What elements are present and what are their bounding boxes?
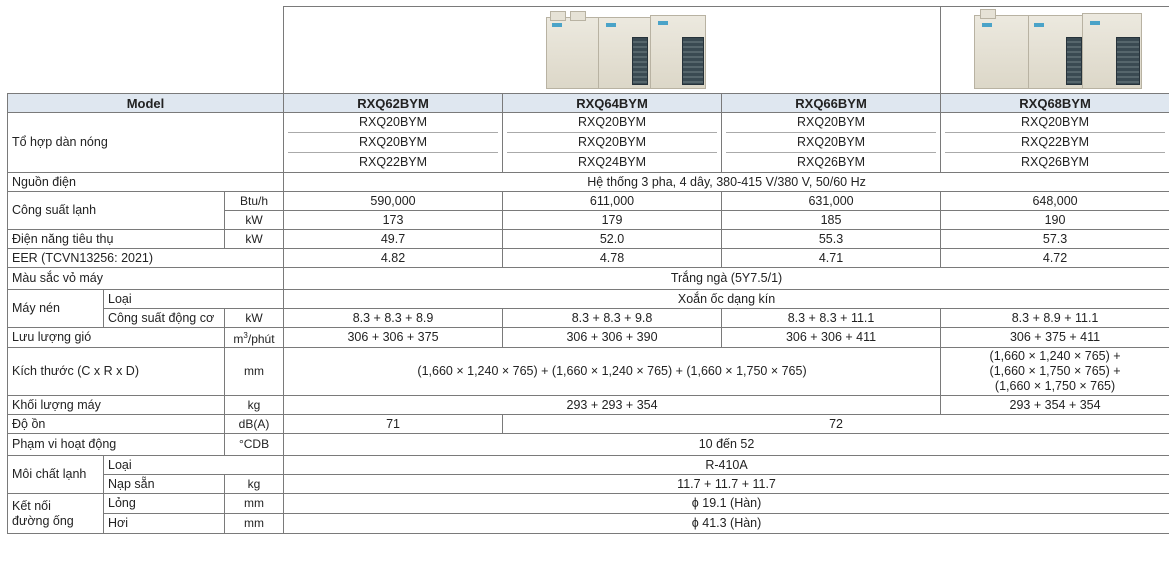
range-label: Phạm vi hoạt động bbox=[8, 434, 225, 456]
cooling-btu-value: 648,000 bbox=[941, 192, 1169, 211]
airflow-value: 306 + 306 + 411 bbox=[722, 328, 941, 348]
consumption-value: 52.0 bbox=[503, 230, 722, 249]
combo-cell bbox=[284, 113, 503, 173]
compressor-motor-label: Công suất động cơ bbox=[104, 309, 225, 328]
weight-row bbox=[8, 396, 1169, 415]
piping-liquid-label: Lỏng bbox=[104, 494, 225, 514]
combo-value: RXQ20BYM bbox=[507, 132, 717, 152]
model-label: Model bbox=[8, 94, 284, 113]
compressor-motor-unit: kW bbox=[225, 309, 284, 328]
compressor-motor-value: 8.3 + 8.3 + 11.1 bbox=[722, 309, 941, 328]
compressor-label: Máy nén bbox=[8, 290, 104, 328]
compressor-motor-value: 8.3 + 8.3 + 9.8 bbox=[503, 309, 722, 328]
refrigerant-type-row bbox=[8, 456, 1169, 475]
compressor-type-label: Loại bbox=[104, 290, 284, 309]
combo-label: Tổ hợp dàn nóng bbox=[8, 113, 284, 173]
power-value: Hệ thống 3 pha, 4 dây, 380-415 V/380 V, 50/60 Hz bbox=[284, 173, 1169, 192]
consumption-label: Điện năng tiêu thụ bbox=[8, 230, 225, 249]
dimensions-last-cell bbox=[941, 348, 1169, 396]
cooling-btu-row bbox=[8, 192, 1169, 211]
dimensions-last-line: (1,660 × 1,750 × 765) bbox=[994, 379, 1116, 393]
weight-last-value: 293 + 354 + 354 bbox=[941, 396, 1169, 415]
refrigerant-type-label: Loại bbox=[104, 456, 284, 475]
airflow-value: 306 + 375 + 411 bbox=[941, 328, 1169, 348]
casing-label: Màu sắc vỏ máy bbox=[8, 268, 284, 290]
range-value: 10 đến 52 bbox=[284, 434, 1169, 456]
cooling-label: Công suất lạnh bbox=[8, 192, 225, 230]
piping-label bbox=[8, 494, 104, 534]
compressor-motor-row bbox=[8, 309, 1169, 328]
dimensions-shared-value: (1,660 × 1,240 × 765) + (1,660 × 1,240 × 765) + (1,660 × 1,750 × 765) bbox=[284, 348, 941, 396]
eer-value: 4.72 bbox=[941, 249, 1169, 268]
noise-unit: dB(A) bbox=[225, 415, 284, 434]
combo-value: RXQ20BYM bbox=[796, 115, 866, 129]
piping-liquid-row bbox=[8, 494, 1169, 514]
outdoor-unit-image bbox=[974, 7, 1142, 89]
cooling-unit-kw: kW bbox=[225, 211, 284, 230]
noise-rest-value: 72 bbox=[503, 415, 1169, 434]
combo-cell bbox=[503, 113, 722, 173]
refrigerant-charge-row bbox=[8, 475, 1169, 494]
power-label: Nguồn điện bbox=[8, 173, 284, 192]
product-image-cell-2 bbox=[941, 7, 1169, 94]
eer-label: EER (TCVN13256: 2021) bbox=[8, 249, 284, 268]
airflow-value: 306 + 306 + 390 bbox=[503, 328, 722, 348]
refrigerant-label: Môi chất lạnh bbox=[8, 456, 104, 494]
piping-gas-unit: mm bbox=[225, 514, 284, 534]
cooling-btu-value: 631,000 bbox=[722, 192, 941, 211]
weight-label: Khối lượng máy bbox=[8, 396, 225, 415]
dimensions-last-line: (1,660 × 1,750 × 765) + bbox=[989, 364, 1121, 378]
eer-value: 4.78 bbox=[503, 249, 722, 268]
outdoor-unit-image bbox=[546, 7, 706, 89]
range-row bbox=[8, 434, 1169, 456]
compressor-type-value: Xoắn ốc dạng kín bbox=[284, 290, 1169, 309]
noise-label: Độ ồn bbox=[8, 415, 225, 434]
combo-value: RXQ20BYM bbox=[726, 132, 936, 152]
cooling-kw-value: 185 bbox=[722, 211, 941, 230]
combo-value: RXQ20BYM bbox=[1021, 115, 1090, 129]
model-name: RXQ62BYM bbox=[284, 94, 503, 113]
cooling-kw-value: 190 bbox=[941, 211, 1169, 230]
piping-label-line: Kết nối bbox=[12, 498, 51, 513]
cooling-kw-value: 173 bbox=[284, 211, 503, 230]
piping-label-line: đường ống bbox=[12, 513, 74, 528]
combo-value: RXQ20BYM bbox=[358, 115, 428, 129]
eer-value: 4.71 bbox=[722, 249, 941, 268]
power-row bbox=[8, 173, 1169, 192]
airflow-row bbox=[8, 328, 1169, 348]
dimensions-row bbox=[8, 348, 1169, 396]
airflow-unit-main: m bbox=[233, 332, 244, 346]
product-image-cell bbox=[284, 7, 941, 94]
cooling-kw-value: 179 bbox=[503, 211, 722, 230]
consumption-value: 49.7 bbox=[284, 230, 503, 249]
refrigerant-charge-value: 11.7 + 11.7 + 11.7 bbox=[284, 475, 1169, 494]
piping-gas-row bbox=[8, 514, 1169, 534]
cooling-unit-btu: Btu/h bbox=[225, 192, 284, 211]
consumption-value: 55.3 bbox=[722, 230, 941, 249]
piping-liquid-unit: mm bbox=[225, 494, 284, 514]
airflow-unit-tail: /phút bbox=[247, 332, 275, 346]
piping-gas-value: ϕ 41.3 (Hàn) bbox=[284, 514, 1169, 534]
combo-value: RXQ26BYM bbox=[726, 152, 936, 172]
refrigerant-charge-unit: kg bbox=[225, 475, 284, 494]
model-name: RXQ66BYM bbox=[722, 94, 941, 113]
combo-row bbox=[8, 113, 1169, 173]
noise-first-value: 71 bbox=[284, 415, 503, 434]
image-row bbox=[8, 7, 1169, 94]
airflow-unit-sup: 3 bbox=[243, 331, 248, 340]
combo-cell bbox=[941, 113, 1169, 173]
spec-table bbox=[7, 6, 1169, 534]
combo-value: RXQ26BYM bbox=[945, 152, 1165, 172]
combo-cell bbox=[722, 113, 941, 173]
model-row bbox=[8, 94, 1169, 113]
refrigerant-type-value: R-410A bbox=[284, 456, 1169, 475]
compressor-type-row bbox=[8, 290, 1169, 309]
combo-value: RXQ20BYM bbox=[288, 132, 498, 152]
piping-liquid-value: ϕ 19.1 (Hàn) bbox=[284, 494, 1169, 514]
compressor-motor-value: 8.3 + 8.9 + 11.1 bbox=[941, 309, 1169, 328]
noise-row bbox=[8, 415, 1169, 434]
casing-row bbox=[8, 268, 1169, 290]
consumption-row bbox=[8, 230, 1169, 249]
dimensions-unit: mm bbox=[225, 348, 284, 396]
airflow-label: Lưu lượng gió bbox=[8, 328, 225, 348]
dimensions-last-line: (1,660 × 1,240 × 765) + bbox=[989, 349, 1121, 363]
airflow-unit bbox=[225, 328, 284, 348]
eer-value: 4.82 bbox=[284, 249, 503, 268]
empty-header-cell bbox=[8, 7, 284, 94]
weight-unit: kg bbox=[225, 396, 284, 415]
refrigerant-charge-label: Nạp sẵn bbox=[104, 475, 225, 494]
combo-value: RXQ24BYM bbox=[507, 152, 717, 172]
consumption-value: 57.3 bbox=[941, 230, 1169, 249]
combo-value: RXQ20BYM bbox=[577, 115, 647, 129]
cooling-btu-value: 590,000 bbox=[284, 192, 503, 211]
model-name: RXQ68BYM bbox=[941, 94, 1169, 113]
eer-row bbox=[8, 249, 1169, 268]
piping-gas-label: Hơi bbox=[104, 514, 225, 534]
range-unit: °CDB bbox=[225, 434, 284, 456]
compressor-motor-value: 8.3 + 8.3 + 8.9 bbox=[284, 309, 503, 328]
airflow-value: 306 + 306 + 375 bbox=[284, 328, 503, 348]
combo-value: RXQ22BYM bbox=[288, 152, 498, 172]
model-name: RXQ64BYM bbox=[503, 94, 722, 113]
combo-value: RXQ22BYM bbox=[945, 132, 1165, 152]
consumption-unit: kW bbox=[225, 230, 284, 249]
casing-value: Trắng ngà (5Y7.5/1) bbox=[284, 268, 1169, 290]
cooling-btu-value: 611,000 bbox=[503, 192, 722, 211]
dimensions-label: Kích thước (C x R x D) bbox=[8, 348, 225, 396]
weight-shared-value: 293 + 293 + 354 bbox=[284, 396, 941, 415]
